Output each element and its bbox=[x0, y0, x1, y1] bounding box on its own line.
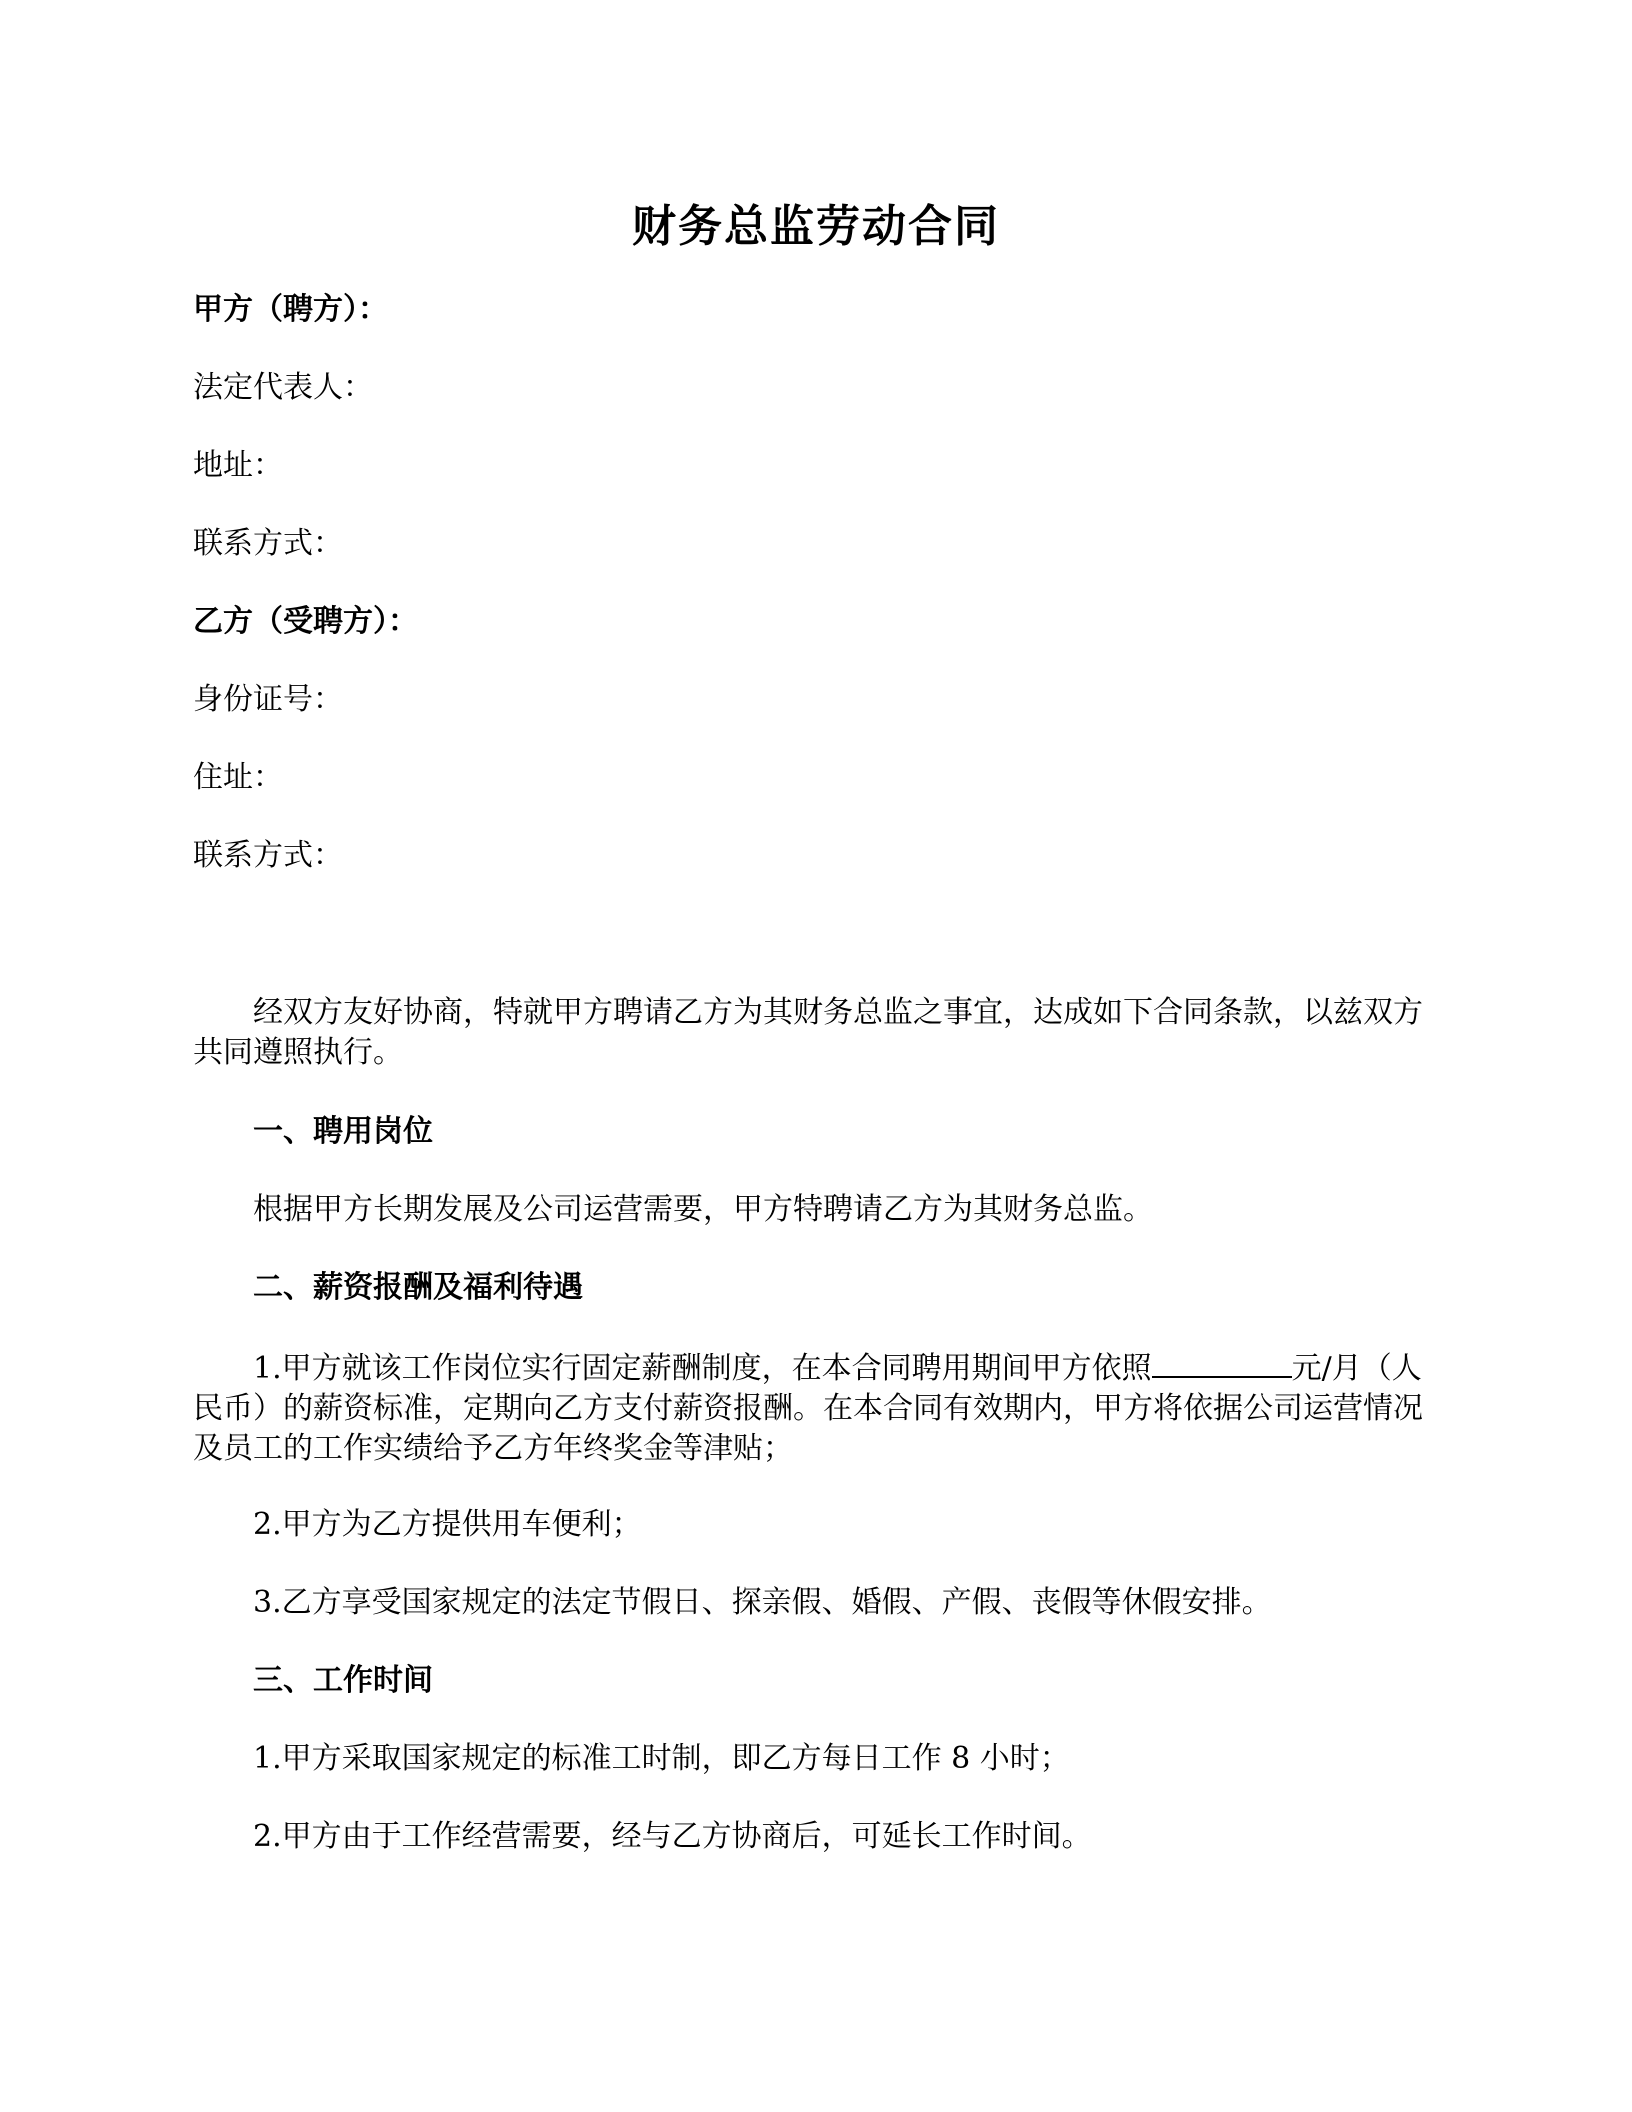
salary-amount-blank bbox=[1152, 1348, 1292, 1378]
salary-item-3: 3.乙方享受国家规定的法定节假日、探亲假、婚假、产假、丧假等休假安排。 bbox=[253, 1585, 1272, 1620]
party-b-label: 乙方（受聘方）： bbox=[193, 604, 418, 639]
hours-item-2: 2.甲方由于工作经营需要，经与乙方协商后，可延长工作时间。 bbox=[253, 1819, 1092, 1854]
section-position-text: 根据甲方长期发展及公司运营需要，甲方特聘请乙方为其财务总监。 bbox=[253, 1192, 1153, 1227]
section-heading-salary: 二、薪资报酬及福利待遇 bbox=[253, 1270, 583, 1305]
party-a-address: 地址： bbox=[193, 448, 283, 483]
party-a-label: 甲方（聘方）： bbox=[193, 292, 388, 327]
party-b-contact: 联系方式： bbox=[193, 838, 343, 873]
salary-item-1 bbox=[193, 1348, 1443, 1469]
salary-item-1-before: 1.甲方就该工作岗位实行固定薪酬制度，在本合同聘用期间甲方依照 bbox=[253, 1351, 1152, 1386]
salary-item-1-after: 元/月（人民币）的薪资标准，定期向乙方支付薪资报酬。在本合同有效期内，甲方将依据公司运营情况及员工的工作实绩给予乙方年终奖金等津贴； bbox=[193, 1351, 1423, 1466]
party-b-id-number: 身份证号： bbox=[193, 682, 343, 717]
party-a-contact: 联系方式： bbox=[193, 526, 343, 561]
section-heading-position: 一、聘用岗位 bbox=[253, 1114, 433, 1149]
salary-item-2: 2.甲方为乙方提供用车便利； bbox=[253, 1507, 642, 1542]
party-b-residence: 住址： bbox=[193, 760, 283, 795]
document-title: 财务总监劳动合同 bbox=[632, 201, 1000, 252]
party-a-legal-rep: 法定代表人： bbox=[193, 370, 373, 405]
section-heading-hours: 三、工作时间 bbox=[253, 1663, 433, 1698]
intro-paragraph: 经双方友好协商，特就甲方聘请乙方为其财务总监之事宜，达成如下合同条款，以兹双方共同遵照执行。 bbox=[193, 995, 1423, 1070]
hours-item-1: 1.甲方采取国家规定的标准工时制，即乙方每日工作 8 小时； bbox=[253, 1741, 1070, 1776]
